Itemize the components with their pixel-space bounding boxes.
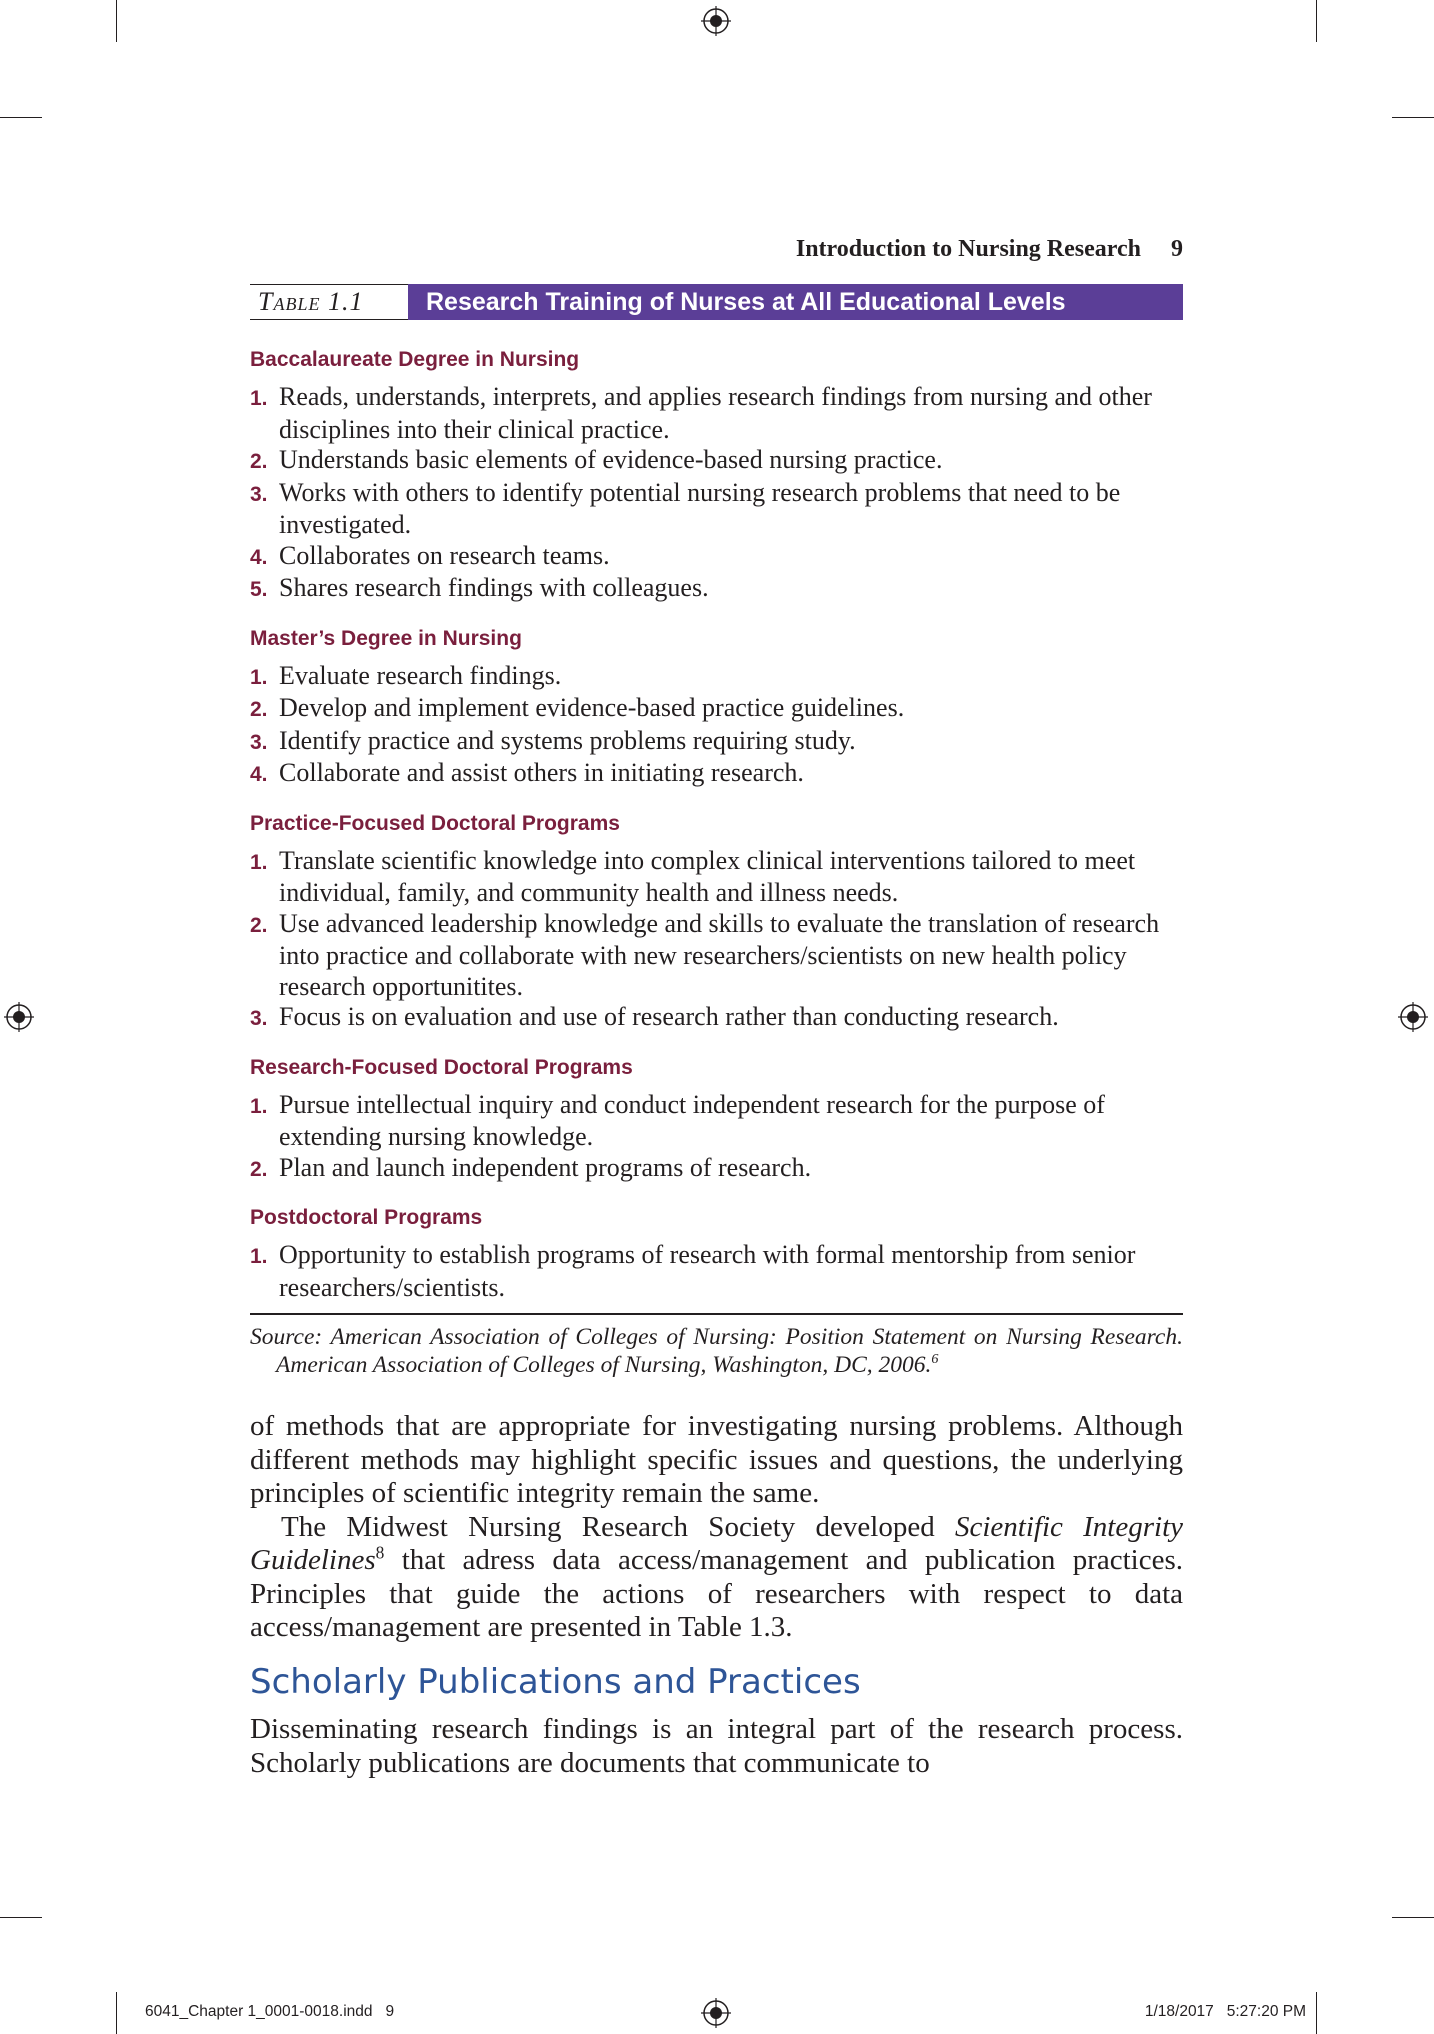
section-heading: Postdoctoral Programs bbox=[250, 1206, 483, 1229]
paragraph: The Midwest Nursing Research Society developed Scientific Integrity Guidelines$^8$ that adress data access/management and publication practices. Principles that guide the actions of researchers with respect to data access/management are presented in Table 1.3. bbox=[250, 1510, 1183, 1643]
section-heading: Research-Focused Doctoral Programs bbox=[250, 1055, 633, 1079]
list-item: 2. Develop and implement evidence-based practice guidelines. bbox=[250, 693, 905, 722]
table-section bbox=[250, 1054, 1183, 1186]
table-bottom-rule bbox=[250, 1313, 1183, 1315]
table-source-note: Source: American Association of Colleges of Nursing: Position Statement on Nursing Research. American Association of Colleges of Nursing, Washington, DC, 2006.$^6$ bbox=[250, 1324, 1183, 1378]
list-item: 3. Works with others to identify potential nursing research problems that need to be investigated. bbox=[250, 477, 1121, 539]
table-header bbox=[250, 284, 1183, 322]
crop-mark bbox=[1316, 0, 1317, 42]
list-item: 1. Opportunity to establish programs of research with formal mentorship from senior researchers/scientists. bbox=[250, 1240, 1136, 1302]
table-title: Research Training of Nurses at All Educational Levels bbox=[408, 284, 1183, 320]
paragraph: of methods that are appropriate for investigating nursing problems. Although different methods may highlight specific issues and questions, the underlying principles of scientific integrity remain the same. bbox=[250, 1410, 1183, 1509]
registration-mark-icon bbox=[701, 6, 731, 36]
list-item: 1. Evaluate research findings. bbox=[250, 660, 562, 690]
table-section bbox=[250, 810, 1183, 1035]
page-number: 9 bbox=[1171, 236, 1183, 262]
list-item: 2. Understands basic elements of evidence-based nursing practice. bbox=[250, 445, 943, 474]
list-item: 1. Reads, understands, interprets, and applies research findings from nursing and other disciplines into their clinical practice. bbox=[250, 382, 1152, 444]
table-section bbox=[250, 625, 1183, 791]
registration-mark-icon bbox=[4, 1002, 34, 1032]
body-paragraphs bbox=[250, 1410, 1183, 1645]
list-item: 1. Translate scientific knowledge into complex clinical interventions tailored to meet individual, family, and community health and illness needs. bbox=[250, 845, 1136, 907]
crop-mark bbox=[116, 0, 117, 42]
list-item: 4. Collaborate and assist others in initiating research. bbox=[250, 758, 804, 787]
crop-mark bbox=[1316, 1992, 1317, 2034]
list-item: 3. Focus is on evaluation and use of research rather than conducting research. bbox=[250, 1002, 1059, 1031]
running-head bbox=[250, 236, 1183, 263]
running-head-title: Introduction to Nursing Research bbox=[795, 236, 1141, 262]
footer-file-slug: 6041_Chapter 1_0001-0018.indd 9 bbox=[145, 2003, 395, 2020]
paragraph: Disseminating research findings is an integral part of the research process. Scholarly publications are documents that communicate to bbox=[250, 1713, 1183, 1779]
crop-mark bbox=[1392, 1917, 1434, 1918]
body-paragraphs bbox=[250, 1713, 1183, 1780]
list-item: 5. Shares research findings with colleagues. bbox=[250, 573, 709, 602]
list-item: 1. Pursue intellectual inquiry and conduct independent research for the purpose of extending nursing knowledge. bbox=[250, 1089, 1105, 1151]
registration-mark-icon bbox=[701, 1998, 731, 2028]
list-item: 2. Use advanced leadership knowledge and skills to evaluate the translation of research into practice and collaborate with new researchers/scientists on new health policy research opportunitites. bbox=[250, 908, 1160, 1001]
crop-mark bbox=[116, 1992, 117, 2034]
crop-mark bbox=[1392, 117, 1434, 118]
section-heading: Practice-Focused Doctoral Programs bbox=[250, 811, 620, 835]
table-body bbox=[250, 346, 1183, 1322]
table-section bbox=[250, 1204, 1183, 1303]
registration-mark-icon bbox=[1398, 1002, 1428, 1032]
list-item: 4. Collaborates on research teams. bbox=[250, 540, 610, 570]
list-item: 3. Identify practice and systems problems requiring study. bbox=[250, 725, 856, 755]
crop-mark bbox=[0, 117, 42, 118]
list-item: 2. Plan and launch independent programs of research. bbox=[250, 1152, 812, 1182]
crop-mark bbox=[0, 1917, 42, 1918]
table-section bbox=[250, 346, 1183, 606]
section-heading-scholarly: Scholarly Publications and Practices bbox=[250, 1662, 861, 1702]
footer-timestamp: 1/18/2017 5:27:20 PM bbox=[1144, 2003, 1306, 2020]
section-heading: Baccalaureate Degree in Nursing bbox=[250, 348, 580, 371]
section-heading: Master’s Degree in Nursing bbox=[250, 626, 522, 650]
table-label: Table 1.1 bbox=[250, 284, 408, 320]
